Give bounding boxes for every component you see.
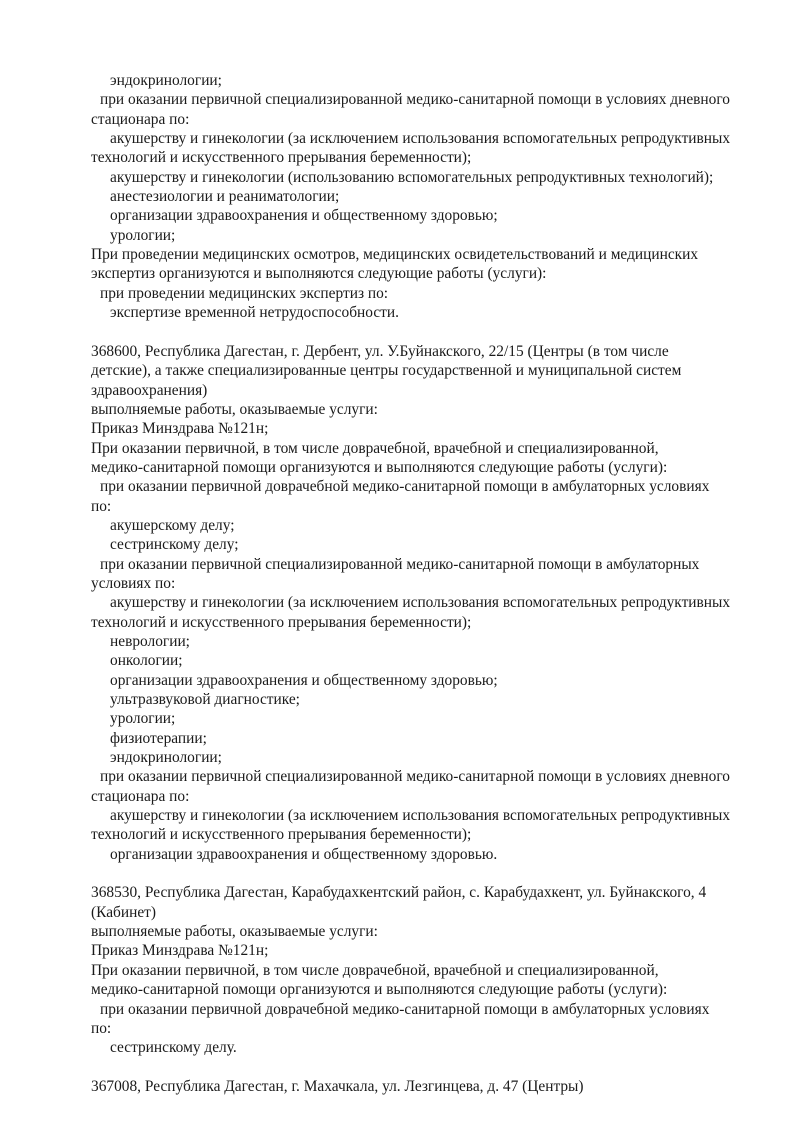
- list-heading-cont: стационара по:: [91, 787, 190, 805]
- intro: При оказании первичной, в том числе доврачебной, врачебной и специализированной,: [91, 439, 659, 457]
- section-gap: [91, 864, 761, 883]
- list-item: организации здравоохранения и общественному здоровью;: [110, 207, 498, 225]
- works-label: выполняемые работы, оказываемые услуги:: [91, 923, 378, 941]
- address-cont: (Кабинет): [91, 903, 157, 921]
- list-item: неврологии;: [110, 632, 190, 650]
- list-heading: при оказании первичной доврачебной медико-санитарной помощи в амбулаторных условиях: [100, 478, 710, 496]
- paragraph-cont: экспертиз организуются и выполняются следующие работы (услуги):: [91, 265, 547, 283]
- list-item-cont: технологий и искусственного прерывания беременности);: [91, 826, 472, 844]
- address-cont: здравоохранения): [91, 381, 208, 399]
- address-section-derbent: [91, 342, 761, 864]
- intro-cont: медико-санитарной помощи организуются и выполняются следующие работы (услуги):: [91, 981, 668, 999]
- list-heading: при проведении медицинских экспертиз по:: [100, 284, 389, 302]
- address-cont: детские), а также специализированные центры государственной и муниципальной систем: [91, 362, 682, 380]
- list-item: эндокринологии;: [110, 749, 222, 767]
- list-item: акушерскому делу;: [110, 516, 235, 534]
- section-gap: [91, 322, 761, 341]
- list-heading-cont: по:: [91, 497, 112, 515]
- section-gap: [91, 1058, 761, 1077]
- list-item: акушерству и гинекологии (использованию вспомогательных репродуктивных технологий);: [110, 168, 714, 186]
- address: 368600, Республика Дагестан, г. Дербент, ул. У.Буйнакского, 22/15 (Центры (в том числе: [91, 342, 669, 360]
- address: 367008, Республика Дагестан, г. Махачкала, ул. Лезгинцева, д. 47 (Центры): [91, 1077, 584, 1095]
- list-item: эндокринологии;: [110, 72, 222, 89]
- list-item: сестринскому делу.: [110, 1039, 237, 1057]
- list-heading: при оказании первичной специализированной медико-санитарной помощи в условиях дневного: [100, 91, 730, 109]
- list-item: организации здравоохранения и общественному здоровью;: [110, 671, 498, 689]
- intro-cont: медико-санитарной помощи организуются и выполняются следующие работы (услуги):: [91, 458, 668, 476]
- order-reference: Приказ Минздрава №121н;: [91, 420, 269, 438]
- document-page: [91, 71, 761, 1096]
- list-item: ультразвуковой диагностике;: [110, 691, 300, 708]
- list-item: урологии;: [110, 710, 176, 728]
- list-heading-cont: условиях по:: [91, 574, 176, 592]
- list-item: онкологии;: [110, 652, 183, 670]
- list-item: анестезиологии и реаниматологии;: [110, 188, 340, 206]
- list-heading: при оказании первичной специализированной медико-санитарной помощи в условиях дневного: [100, 768, 730, 786]
- list-item: акушерству и гинекологии (за исключением использования вспомогательных репродуктивных: [110, 130, 731, 148]
- list-item: акушерству и гинекологии (за исключением использования вспомогательных репродуктивных: [110, 807, 731, 825]
- list-heading: при оказании первичной доврачебной медико-санитарной помощи в амбулаторных условиях: [100, 1000, 710, 1018]
- address: 368530, Республика Дагестан, Карабудахкентский район, с. Карабудахкент, ул. Буйнакского, 4: [91, 884, 707, 902]
- paragraph: При проведении медицинских осмотров, медицинских освидетельствований и медицинских: [91, 246, 699, 264]
- list-item: физиотерапии;: [110, 729, 207, 747]
- list-item: сестринскому делу;: [110, 536, 239, 554]
- works-label: выполняемые работы, оказываемые услуги:: [91, 400, 378, 418]
- list-item-cont: технологий и искусственного прерывания беременности);: [91, 613, 472, 631]
- list-item-cont: технологий и искусственного прерывания беременности);: [91, 149, 472, 167]
- address-section-makhachkala: [91, 1077, 761, 1096]
- list-item: акушерству и гинекологии (за исключением использования вспомогательных репродуктивных: [110, 594, 731, 612]
- intro: При оказании первичной, в том числе доврачебной, врачебной и специализированной,: [91, 961, 659, 979]
- list-heading-cont: по:: [91, 1019, 112, 1037]
- order-reference: Приказ Минздрава №121н;: [91, 942, 269, 960]
- list-heading: при оказании первичной специализированной медико-санитарной помощи в амбулаторных: [100, 555, 700, 573]
- list-item: организации здравоохранения и общественному здоровью.: [110, 845, 498, 863]
- top-section: [91, 71, 761, 322]
- list-heading-cont: стационара по:: [91, 110, 190, 128]
- list-item: экспертизе временной нетрудоспособности.: [110, 304, 399, 322]
- address-section-karabudakhkent: [91, 883, 761, 1057]
- list-item: урологии;: [110, 226, 176, 244]
